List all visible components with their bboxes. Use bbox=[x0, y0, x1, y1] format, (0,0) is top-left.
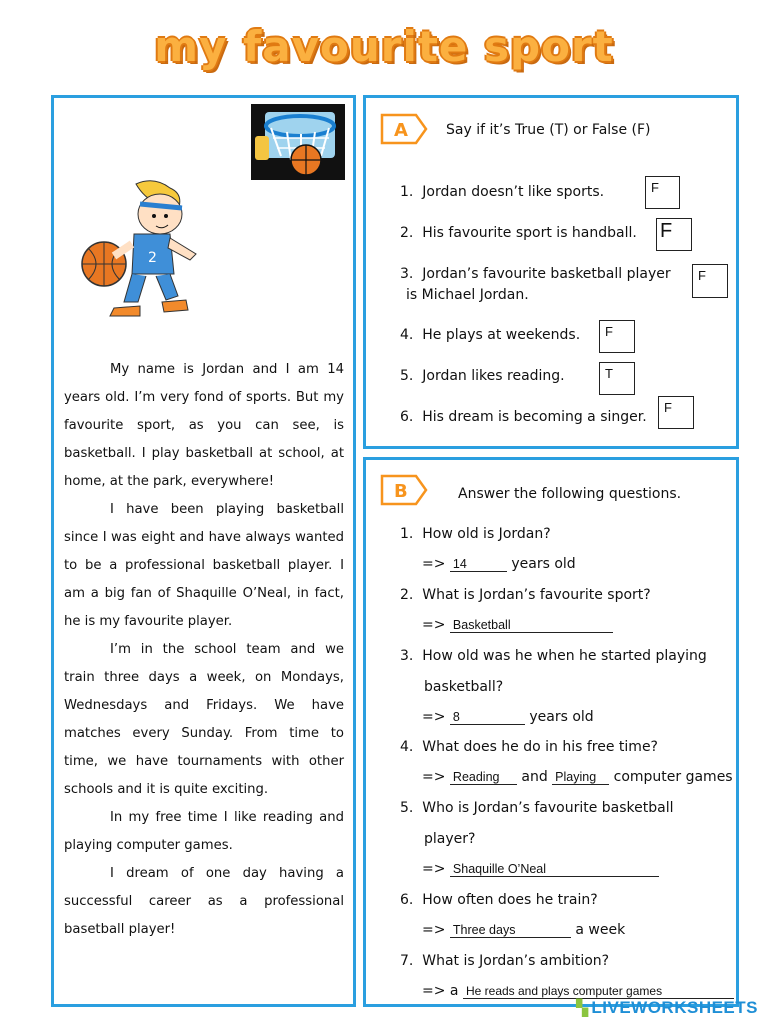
question-1: 1. How old is Jordan? bbox=[400, 526, 551, 542]
question-7: 7. What is Jordan’s ambition? bbox=[400, 953, 610, 969]
answer-field-4b[interactable]: Playing bbox=[552, 770, 609, 785]
tf-answer-box-3[interactable]: F bbox=[692, 264, 728, 298]
question-5: 5. Who is Jordan’s favourite basketball bbox=[400, 800, 674, 816]
worksheet-title: my favourite sport bbox=[154, 22, 614, 71]
answer-field-7[interactable]: He reads and plays computer games bbox=[463, 984, 734, 999]
question-3-cont: basketball? bbox=[424, 679, 504, 695]
tf-statement-1: 1. Jordan doesn’t like sports. bbox=[400, 184, 605, 200]
answer-field-5[interactable]: Shaquille O’Neal bbox=[450, 862, 659, 877]
section-b-badge bbox=[380, 474, 428, 506]
tf-statement-3-cont: is Michael Jordan. bbox=[406, 287, 529, 303]
svg-text:2: 2 bbox=[148, 250, 157, 266]
answer-field-3[interactable]: 8 bbox=[450, 710, 525, 725]
tf-statement-3: 3. Jordan’s favourite basketball player bbox=[400, 266, 671, 282]
question-6: 6. How often does he train? bbox=[400, 892, 598, 908]
tf-answer-box-6[interactable]: F bbox=[658, 396, 694, 429]
story-text bbox=[64, 356, 344, 944]
question-4: 4. What does he do in his free time? bbox=[400, 739, 658, 755]
answer-line-3: => 8 years old bbox=[422, 709, 594, 725]
section-a-badge bbox=[380, 113, 428, 145]
tf-answer-box-1[interactable]: F bbox=[645, 176, 680, 209]
tf-statement-4: 4. He plays at weekends. bbox=[400, 327, 581, 343]
question-5-cont: player? bbox=[424, 831, 476, 847]
question-3: 3. How old was he when he started playing bbox=[400, 648, 707, 664]
section-a-instruction: Say if it’s True (T) or False (F) bbox=[446, 122, 651, 138]
section-b-panel bbox=[363, 457, 739, 1007]
answer-line-7: => a He reads and plays computer games bbox=[422, 983, 734, 999]
tf-statement-2: 2. His favourite sport is handball. bbox=[400, 225, 637, 241]
answer-field-1[interactable]: 14 bbox=[450, 557, 507, 572]
tf-statement-6: 6. His dream is becoming a singer. bbox=[400, 409, 647, 425]
tf-statement-5: 5. Jordan likes reading. bbox=[400, 368, 565, 384]
question-2: 2. What is Jordan’s favourite sport? bbox=[400, 587, 651, 603]
answer-line-4: => Reading and Playing computer games bbox=[422, 769, 733, 785]
liveworksheets-logo[interactable]: ▚ LIVEWORKSHEETS bbox=[576, 998, 758, 1017]
answer-field-6[interactable]: Three days bbox=[450, 923, 571, 938]
story-paragraph: I have been playing basketball since I was eight and have always wanted to be a professional basketball player. I am a big fan of Shaquille O’Neal, in fact, he is my favourite player. bbox=[64, 502, 344, 629]
section-a-badge-letter: A bbox=[394, 120, 408, 141]
answer-field-2[interactable]: Basketball bbox=[450, 618, 613, 633]
story-paragraph: In my free time I like reading and playing computer games. bbox=[64, 810, 344, 853]
tf-answer-box-5[interactable]: T bbox=[599, 362, 635, 395]
section-b-badge-letter: B bbox=[394, 481, 408, 502]
answer-line-5: => Shaquille O’Neal bbox=[422, 861, 659, 877]
tf-answer-box-4[interactable]: F bbox=[599, 320, 635, 353]
boy-playing-basketball-image bbox=[74, 178, 214, 328]
section-b-instruction: Answer the following questions. bbox=[458, 486, 682, 502]
basketball-hoop-image bbox=[251, 104, 345, 180]
answer-line-1: => 14 years old bbox=[422, 556, 576, 572]
reading-panel bbox=[51, 95, 356, 1007]
answer-line-6: => Three days a week bbox=[422, 922, 626, 938]
story-paragraph: I’m in the school team and we train three days a week, on Mondays, Wednesdays and Fridays. We have matches every Sunday. From time to time, we have tournaments with other schools and it is quite exciting. bbox=[64, 642, 344, 797]
answer-field-4a[interactable]: Reading bbox=[450, 770, 517, 785]
story-paragraph: My name is Jordan and I am 14 years old. I’m very fond of sports. But my favourite sport, as you can see, is basketball. I play basketball at school, at home, at the park, everywhere! bbox=[64, 362, 344, 489]
answer-line-2: => Basketball bbox=[422, 617, 613, 633]
logo-icon: ▚ bbox=[576, 1000, 589, 1017]
section-a-panel bbox=[363, 95, 739, 449]
tf-answer-box-2[interactable]: F bbox=[656, 218, 692, 251]
story-paragraph: I dream of one day having a successful career as a professional basetball player! bbox=[64, 866, 344, 937]
